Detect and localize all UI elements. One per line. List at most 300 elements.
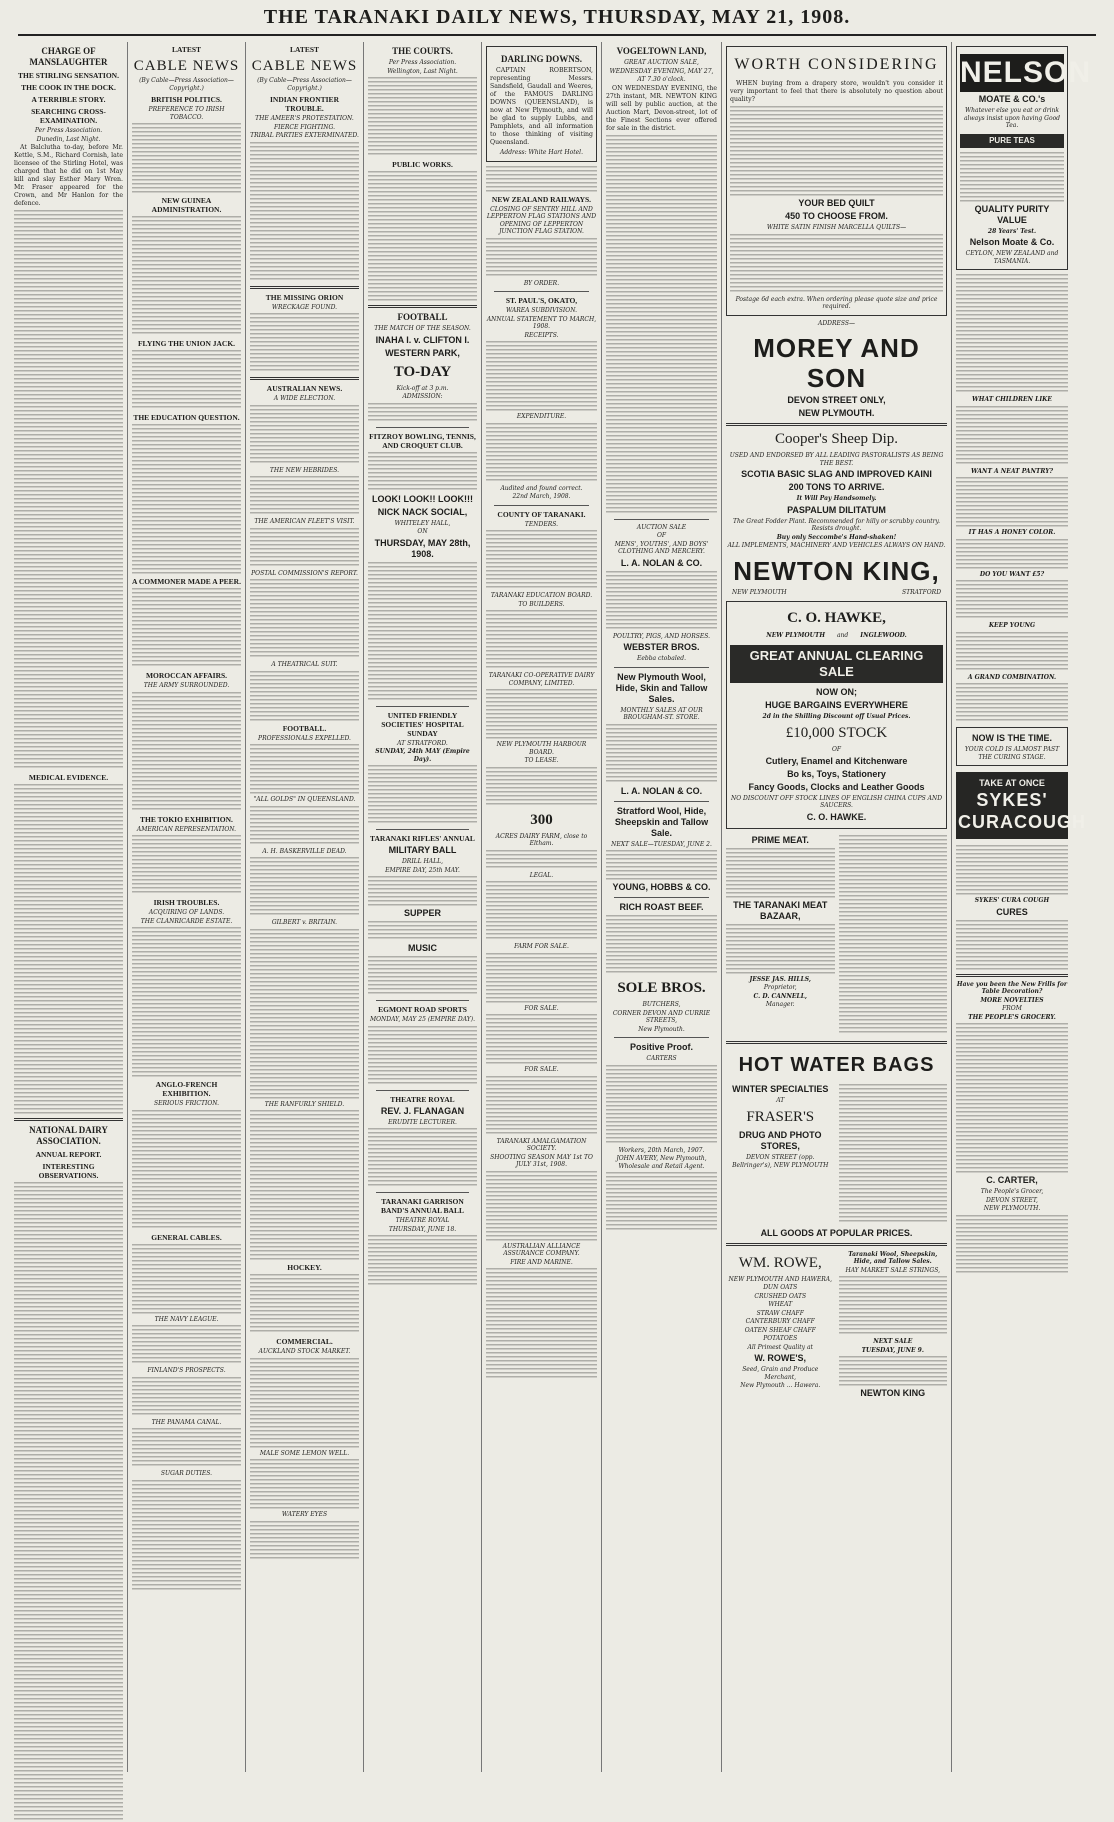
ad-line: £10,000 STOCK bbox=[785, 725, 888, 741]
headline: AUSTRALIAN NEWS. bbox=[266, 384, 343, 393]
ad-line: Proprietor, bbox=[763, 984, 797, 991]
ad-line: FRASER'S bbox=[746, 1109, 815, 1125]
article-text bbox=[132, 216, 241, 336]
ad-line: WHITE SATIN FINISH MARCELLA QUILTS— bbox=[766, 224, 907, 231]
section-latest: LATEST bbox=[171, 45, 202, 54]
ad-text bbox=[606, 571, 717, 631]
ad-heading: PRIME MEAT. bbox=[751, 834, 809, 845]
ad-text bbox=[726, 924, 835, 974]
ad-text bbox=[839, 1276, 948, 1336]
ad-line: NEXT SALE—TUESDAY, JUNE 2. bbox=[611, 840, 712, 848]
subhead: FIERCE FIGHTING. bbox=[274, 123, 335, 131]
ad-line: GREAT ANNUAL CLEARING SALE bbox=[730, 645, 943, 683]
ad-row bbox=[726, 1082, 947, 1226]
column-2 bbox=[128, 42, 246, 1772]
ad-line: W. ROWE'S, bbox=[754, 1353, 807, 1363]
nelson-logo: NELSON bbox=[960, 54, 1064, 92]
ad-heading: THEATRE ROYAL bbox=[390, 1094, 455, 1104]
ad-darling-downs bbox=[486, 46, 597, 162]
ad-line: SOLE BROS. bbox=[617, 980, 706, 996]
headline-manslaughter: CHARGE OF MANSLAUGHTER bbox=[29, 46, 108, 67]
article-text bbox=[14, 784, 123, 1114]
ad-nelson-moate bbox=[956, 46, 1092, 270]
ad-line: All Primest Quality at bbox=[747, 1343, 813, 1351]
ad-text bbox=[368, 562, 477, 702]
ad-line: CLOSING OF SENTRY HILL AND LEPPERTON FLAG STATIONS AND OPENING OF LEPPERTON JUNCTION FLAG STATION. bbox=[486, 205, 597, 235]
ad-fraser bbox=[726, 1082, 835, 1226]
subhead: "ALL GOLDS" IN QUEENSLAND. bbox=[253, 796, 356, 803]
ad-text bbox=[486, 238, 597, 278]
subhead: ANNUAL REPORT. bbox=[35, 1150, 102, 1159]
ad-line: Bo ks, Toys, Stationery bbox=[787, 768, 886, 779]
ad-text bbox=[368, 956, 477, 996]
headline: ANGLO-FRENCH EXHIBITION. bbox=[155, 1080, 218, 1098]
ad-line: THE TARANAKI MEAT BAZAAR, bbox=[733, 899, 828, 921]
ad-text bbox=[368, 452, 477, 492]
headline: A COMMONER MADE A PEER. bbox=[132, 577, 241, 586]
ad-line: CARTERS bbox=[646, 1055, 677, 1062]
ad-line: MORE NOVELTIES bbox=[980, 996, 1044, 1004]
ad-line: FARM FOR SALE. bbox=[514, 943, 569, 950]
headline: HOCKEY. bbox=[287, 1263, 322, 1272]
column-5 bbox=[482, 42, 602, 1772]
ad-line: SUPPER bbox=[403, 908, 441, 918]
classified-text bbox=[956, 539, 1068, 569]
ad-line: WHEAT bbox=[768, 1301, 793, 1308]
article-text bbox=[132, 835, 241, 895]
column-6 bbox=[602, 42, 722, 1772]
headline-courts: THE COURTS. bbox=[392, 46, 453, 56]
headline: COMMERCIAL. bbox=[276, 1337, 333, 1346]
ad-line: Postage 6d each extra. When ordering please quote size and price required. bbox=[735, 295, 938, 310]
headline: NEW GUINEA ADMINISTRATION. bbox=[151, 196, 222, 214]
ad-text bbox=[368, 876, 477, 906]
ad-line: DEVON STREET ONLY, bbox=[787, 395, 886, 405]
ad-line: CORNER DEVON AND CURRIE STREETS, bbox=[612, 1009, 711, 1024]
ad-line: ACRES DAIRY FARM, close to Eltham. bbox=[495, 832, 588, 847]
divider bbox=[726, 1041, 947, 1044]
ad-line: AUCTION SALE bbox=[636, 523, 687, 531]
ad-text: CAPTAIN ROBERTSON, representing Messrs. Sandsfield, Gaudall and Weeres, of the FAMOUS DARLING DOWNS (QUEENSLAND), is now at New Plymouth, and will be glad to supply Lubbs, and Pamphlets, and all information to those thinking of visiting Queensland. bbox=[490, 67, 593, 146]
ad-text bbox=[486, 689, 597, 739]
subhead: AMERICAN REPRESENTATION. bbox=[136, 825, 237, 833]
article-text bbox=[250, 313, 359, 373]
classified-heading: WANT A NEAT PANTRY? bbox=[970, 467, 1053, 475]
ad-line: MONDAY, MAY 25 (EMPIRE DAY). bbox=[369, 1016, 476, 1023]
ad-line: 300 bbox=[530, 811, 553, 828]
byline: Per Press Association. bbox=[34, 127, 103, 134]
ad-line: RECEIPTS. bbox=[524, 331, 559, 339]
ad-line: CURACOUGH bbox=[958, 812, 1086, 832]
article-text bbox=[250, 671, 359, 721]
article-text bbox=[14, 210, 123, 770]
ad-text bbox=[486, 423, 597, 483]
copyright-note: (By Cable—Press Association—Copyright.) bbox=[139, 77, 234, 92]
ad-line: NO DISCOUNT OFF STOCK LINES OF ENGLISH CHINA CUPS AND SAUCERS. bbox=[730, 794, 943, 809]
ad-line: DRILL HALL, bbox=[401, 858, 443, 865]
subhead: ACQUIRING OF LANDS. bbox=[148, 909, 225, 916]
ad-line: THEATRE ROYAL bbox=[395, 1217, 450, 1224]
divider bbox=[250, 377, 359, 380]
ad-line: DRUG AND PHOTO STORES, bbox=[738, 1130, 822, 1151]
ad-line: MUSIC bbox=[408, 943, 437, 953]
divider bbox=[956, 974, 1068, 977]
ad-text bbox=[730, 106, 943, 196]
divider bbox=[726, 423, 947, 426]
subhead: THE COOK IN THE DOCK. bbox=[21, 83, 116, 92]
subhead: PROFESSIONALS EXPELLED. bbox=[258, 734, 351, 742]
ad-line: TENDERS. bbox=[524, 520, 559, 528]
ad-line: 200 TONS TO ARRIVE. bbox=[788, 482, 885, 492]
article-text bbox=[250, 1274, 359, 1334]
ad-line: 28 Years' Test. bbox=[987, 227, 1037, 235]
ad-line: ON bbox=[417, 528, 428, 535]
section-latest: LATEST bbox=[289, 45, 320, 54]
ad-side bbox=[839, 833, 948, 1037]
ad-heading: ST. PAUL'S, OKATO, bbox=[505, 296, 578, 305]
ad-line: The People's Grocer, bbox=[980, 1188, 1044, 1195]
divider bbox=[376, 427, 469, 428]
classified-text bbox=[956, 1215, 1068, 1275]
ad-line: NEW PLYMOUTH bbox=[766, 632, 825, 639]
ad-text bbox=[606, 1065, 717, 1145]
headline: IRISH TROUBLES. bbox=[153, 898, 220, 907]
article-text bbox=[250, 476, 359, 516]
ad-text: WHEN buying from a drapery store, wouldn't you consider it very important to feel that there is absolutely no question about quality? bbox=[730, 80, 943, 103]
ad-heading: WORTH CONSIDERING bbox=[734, 56, 939, 73]
ad-text bbox=[486, 850, 597, 870]
ad-line: WINTER SPECIALTIES bbox=[732, 1083, 829, 1094]
ad-text bbox=[486, 341, 597, 411]
ad-line: SCOTIA BASIC SLAG AND IMPROVED KAINI bbox=[741, 469, 932, 479]
ad-line: 2d in the Shilling Discount off Usual Prices. bbox=[762, 712, 911, 720]
ad-line: EXPENDITURE. bbox=[516, 413, 567, 420]
ad-text bbox=[960, 152, 1064, 202]
ad-line: Seed, Grain and Produce Merchant, bbox=[742, 1366, 819, 1381]
column-8 bbox=[952, 42, 1092, 1772]
article-text bbox=[132, 424, 241, 574]
divider bbox=[250, 286, 359, 289]
subhead: GILBERT v. BRITAIN. bbox=[271, 919, 338, 926]
article-text bbox=[250, 1110, 359, 1260]
ad-heading: WM. ROWE, bbox=[738, 1254, 822, 1271]
divider bbox=[376, 829, 469, 830]
subhead: SERIOUS FRICTION. bbox=[153, 1100, 220, 1107]
ad-line: JESSE JAS. HILLS, bbox=[749, 975, 812, 983]
subhead: THE CLANRICARDE ESTATE. bbox=[140, 917, 233, 925]
ad-text bbox=[368, 1128, 477, 1188]
subhead: SEARCHING CROSS-EXAMINATION. bbox=[31, 107, 106, 125]
classified-heading: WHAT CHILDREN LIKE bbox=[972, 396, 1052, 403]
headline: BRITISH POLITICS. bbox=[151, 95, 222, 104]
ad-line: BUTCHERS, bbox=[642, 1001, 681, 1008]
divider bbox=[376, 1000, 469, 1001]
ad-line: Whatever else you eat or drink always insist upon having Good Tea. bbox=[963, 107, 1061, 129]
article-text bbox=[14, 1182, 123, 1822]
subhead: THE AMERICAN FLEET'S VISIT. bbox=[254, 518, 355, 525]
ad-line: DUN OATS bbox=[763, 1284, 798, 1291]
classified-text bbox=[956, 683, 1068, 723]
ad-line: OF bbox=[656, 532, 667, 539]
divider bbox=[726, 1243, 947, 1246]
article-text bbox=[250, 528, 359, 568]
classified-heading: KEEP YOUNG bbox=[988, 622, 1036, 629]
ad-line: AT 7.30 o'clock. bbox=[637, 76, 686, 83]
ad-line: Positive Proof. bbox=[629, 1042, 693, 1052]
ad-line: TO BUILDERS. bbox=[518, 600, 565, 608]
ad-line: ADDRESS— bbox=[818, 319, 855, 327]
ad-football: FOOTBALL bbox=[397, 312, 448, 322]
divider bbox=[614, 519, 709, 520]
masthead: THE TARANAKI DAILY NEWS, THURSDAY, MAY 21, 1908. bbox=[18, 0, 1096, 36]
ad-line: THE MATCH OF THE SEASON. bbox=[374, 325, 471, 332]
ad-line: THE PEOPLE'S GROCERY. bbox=[968, 1013, 1056, 1021]
ad-text bbox=[486, 953, 597, 1003]
article-text bbox=[250, 857, 359, 917]
ad-line: Manager. bbox=[765, 1001, 795, 1008]
ad-text bbox=[956, 845, 1068, 895]
ad-text bbox=[606, 850, 717, 880]
divider bbox=[614, 897, 709, 898]
subhead: THE STIRLING SENSATION. bbox=[18, 71, 119, 80]
ad-text bbox=[486, 1268, 597, 1378]
dateline: Wellington, Last Night. bbox=[387, 67, 458, 75]
ad-line: New Plymouth Wool, Hide, Skin and Tallow Sales. bbox=[615, 671, 708, 704]
ad-line: Fancy Goods, Clocks and Leather Goods bbox=[748, 781, 925, 792]
article-text bbox=[250, 744, 359, 794]
ad-line: Workers, 20th March, 1907. bbox=[618, 1146, 705, 1154]
ad-line: TO LEASE. bbox=[524, 757, 559, 764]
column-1 bbox=[10, 42, 128, 1772]
article-text bbox=[132, 1244, 241, 1314]
ad-line: SUNDAY, 24th MAY (Empire Day). bbox=[375, 748, 470, 763]
headline: THE EDUCATION QUESTION. bbox=[133, 413, 240, 422]
ad-line: WEDNESDAY EVENING, MAY 27, bbox=[609, 67, 714, 75]
ad-line: TUESDAY, JUNE 9. bbox=[861, 1346, 924, 1354]
ad-hot-water-bags: HOT WATER BAGS bbox=[738, 1053, 935, 1076]
ad-now-is-the-time bbox=[956, 727, 1068, 766]
ad-heading: DARLING DOWNS. bbox=[500, 54, 582, 64]
classified-heading: DO YOU WANT £5? bbox=[979, 570, 1045, 578]
ad-line: FOR SALE. bbox=[524, 1004, 559, 1012]
ad-line: NEWTON KING bbox=[860, 1388, 926, 1398]
ad-line: REV. J. FLANAGAN bbox=[380, 1105, 465, 1116]
ad-line: STRATFORD bbox=[901, 588, 941, 596]
ad-line: C. D. CANNELL, bbox=[753, 992, 807, 1000]
divider bbox=[614, 667, 709, 668]
column-3 bbox=[246, 42, 364, 1772]
ad-line: POULTRY, PIGS, AND HORSES. bbox=[612, 632, 711, 640]
ad-line: GREAT AUCTION SALE, bbox=[624, 59, 699, 66]
subhead: A THEATRICAL SUIT. bbox=[271, 661, 338, 668]
ad-heading: TARANAKI GARRISON BAND'S ANNUAL BALL bbox=[381, 1197, 464, 1215]
ad-line: TARANAKI EDUCATION BOARD. bbox=[490, 592, 593, 599]
article-text bbox=[368, 171, 477, 301]
headline: INDIAN FRONTIER TROUBLE. bbox=[270, 95, 339, 113]
ad-line: YOUNG, HOBBS & CO. bbox=[612, 882, 711, 892]
ad-line: Eebba ctobaled. bbox=[636, 655, 687, 662]
ad-line: WESTERN PARK, bbox=[385, 347, 460, 358]
ad-text bbox=[368, 765, 477, 825]
subhead: THE ARMY SURROUNDED. bbox=[143, 682, 230, 689]
article-text bbox=[132, 927, 241, 1077]
ad-line: FROM bbox=[1002, 1005, 1022, 1012]
section-cable-news: CABLE NEWS bbox=[133, 58, 240, 74]
ad-text bbox=[486, 1014, 597, 1064]
ad-line: PURE TEAS bbox=[960, 134, 1064, 148]
ad-line: ERUDITE LECTURER. bbox=[388, 1118, 457, 1126]
classified-text bbox=[956, 477, 1068, 527]
ad-line: POTATOES bbox=[763, 1335, 798, 1342]
ad-line: MENS', YOUTHS', AND BOYS' CLOTHING AND MERCERY. bbox=[614, 540, 709, 555]
ad-line: HUGE BARGAINS EVERYWHERE bbox=[765, 699, 908, 710]
article-paragraph: At Balclutha to-day, before Mr. Kettle, S.M., Richard Cornish, late licensee of the Stirling Hotel, was charged that he did on 1st May kill and slay Esther Mary Wren. Mr. Fraser appeared for the Crown, and Mr Hanlon for the defence. bbox=[14, 144, 123, 207]
ad-line: YOUR COLD IS ALMOST PAST THE CURING STAGE. bbox=[964, 746, 1060, 761]
article-text bbox=[132, 588, 241, 668]
ad-line: NICK NACK SOCIAL, bbox=[377, 506, 468, 517]
ad-line: AT STRATFORD. bbox=[397, 739, 448, 747]
divider bbox=[614, 801, 709, 802]
ad-newton-king: NEWTON KING, bbox=[733, 555, 940, 586]
headline: PUBLIC WORKS. bbox=[392, 160, 453, 169]
headline: FOOTBALL. bbox=[282, 723, 327, 733]
ad-line: Audited and found correct. bbox=[500, 484, 583, 492]
ad-line: CANTERBURY CHAFF bbox=[745, 1318, 815, 1325]
byline: Per Press Association. bbox=[388, 59, 457, 66]
columns bbox=[10, 42, 1104, 1772]
ad-text bbox=[606, 915, 717, 975]
ad-text bbox=[726, 848, 835, 898]
ad-taranaki-wool bbox=[839, 1250, 948, 1402]
classified-text bbox=[956, 632, 1068, 672]
ad-line: HAY MARKET SALE STRINGS, bbox=[845, 1266, 941, 1274]
ad-line: Cutlery, Enamel and Kitchenware bbox=[765, 755, 908, 766]
ad-line: QUALITY PURITY VALUE bbox=[974, 203, 1050, 225]
subhead: WATERY EYES bbox=[281, 1511, 328, 1518]
ad-line: New Plymouth. bbox=[638, 1025, 685, 1033]
subhead: TRIBAL PARTIES EXTERMINATED. bbox=[250, 132, 359, 139]
article-text bbox=[132, 1377, 241, 1417]
subhead: A. H. BASKERVILLE DEAD. bbox=[262, 847, 347, 855]
ad-line: SHOOTING SEASON MAY 1st TO JULY 31st, 1908. bbox=[490, 1153, 593, 1168]
ad-text bbox=[730, 234, 943, 294]
ad-locations bbox=[726, 588, 947, 598]
subhead: INTERESTING OBSERVATIONS. bbox=[38, 1162, 99, 1180]
ad-line: CURES bbox=[996, 906, 1028, 917]
article-text bbox=[250, 142, 359, 282]
ad-line: Kick-off at 3 p.m. bbox=[396, 384, 449, 392]
ad-row bbox=[726, 1250, 947, 1402]
ad-line: AT bbox=[776, 1096, 785, 1104]
ad-line: L. A. NOLAN & CO. bbox=[620, 557, 703, 568]
article-text bbox=[250, 929, 359, 1099]
classified-text bbox=[956, 580, 1068, 620]
ad-line: FIRE AND MARINE. bbox=[510, 1258, 573, 1266]
ad-line: WAREA SUBDIVISION. bbox=[506, 307, 577, 314]
ad-line: PASPALUM DILITATUM bbox=[787, 504, 886, 515]
ad-heading: Cooper's Sheep Dip. bbox=[774, 431, 899, 447]
ad-line: C. CARTER, bbox=[986, 1175, 1038, 1185]
ad-line: It Will Pay Handsomely. bbox=[796, 495, 877, 502]
subhead: POSTAL COMMISSION'S REPORT. bbox=[251, 569, 358, 577]
column-7 bbox=[722, 42, 952, 1772]
ad-heading: NEW ZEALAND RAILWAYS. bbox=[491, 194, 592, 204]
subhead: SUGAR DUTIES. bbox=[160, 1470, 213, 1477]
subhead: A WIDE ELECTION. bbox=[273, 395, 336, 402]
headline-dairy: NATIONAL DAIRY ASSOCIATION. bbox=[29, 1125, 108, 1146]
ad-text bbox=[368, 403, 477, 423]
subhead: THE AMEER'S PROTESTATION. bbox=[255, 115, 354, 122]
article-text bbox=[368, 77, 477, 157]
subhead: WRECKAGE FOUND. bbox=[271, 303, 338, 311]
subhead: PREFERENCE TO IRISH TOBACCO. bbox=[148, 106, 225, 121]
subhead: MALE SOME LEMON WELL. bbox=[259, 1449, 350, 1457]
divider bbox=[494, 505, 589, 506]
ad-line: TARANAKI CO-OPERATIVE DAIRY COMPANY, LIMITED. bbox=[488, 672, 595, 687]
illustration-train bbox=[486, 166, 597, 192]
ad-line: MILITARY BALL bbox=[388, 845, 457, 855]
ad-line: NEW PLYMOUTH HARBOUR BOARD. bbox=[496, 741, 587, 756]
article-text bbox=[132, 692, 241, 812]
ad-line: DEVON STREET, bbox=[986, 1196, 1038, 1204]
ad-text bbox=[486, 530, 597, 590]
article-text bbox=[250, 1459, 359, 1509]
ad-line: L. A. NOLAN & CO. bbox=[620, 785, 703, 796]
dateline: Dunedin, Last Night. bbox=[36, 135, 101, 143]
divider bbox=[494, 291, 589, 292]
ad-text bbox=[839, 1356, 948, 1386]
ad-line: NEW PLYMOUTH AND HAWERA, bbox=[728, 1275, 832, 1283]
ad-text bbox=[606, 724, 717, 784]
ad-line: TAKE AT ONCE bbox=[979, 778, 1045, 788]
subhead: THE PANAMA CANAL. bbox=[151, 1418, 222, 1426]
ad-line: TO-DAY bbox=[393, 363, 452, 380]
ad-morey-and-son bbox=[726, 46, 947, 316]
ad-line: OATEN SHEAF CHAFF bbox=[744, 1326, 816, 1334]
ad-line: SYKES' CURA COUGH bbox=[974, 897, 1050, 904]
article-text bbox=[132, 1480, 241, 1590]
ad-heading: NOW IS THE TIME. bbox=[972, 733, 1052, 743]
ad-text bbox=[368, 1235, 477, 1285]
subhead: THE RANFURLY SHIELD. bbox=[264, 1100, 345, 1108]
subhead: THE NEW HEBRIDES. bbox=[269, 466, 340, 474]
ad-line: OF bbox=[831, 746, 842, 753]
copyright-note: (By Cable—Press Association—Copyright.) bbox=[257, 77, 352, 92]
subhead: A TERRIBLE STORY. bbox=[31, 95, 106, 104]
ad-heading: Have you been the New Frills for Table Decoration? bbox=[956, 980, 1068, 995]
ad-line: DEVON STREET (opp. Bellringer's), NEW PLYMOUTH bbox=[732, 1154, 829, 1169]
article-text bbox=[132, 123, 241, 193]
ad-line: NEW PLYMOUTH. bbox=[798, 408, 875, 418]
ad-sykes-curacough bbox=[956, 772, 1086, 839]
ad-line: NOW ON; bbox=[816, 686, 857, 697]
article-text bbox=[250, 1521, 359, 1561]
headline: FLYING THE UNION JACK. bbox=[137, 339, 236, 348]
subhead: MEDICAL EVIDENCE. bbox=[28, 773, 109, 782]
ad-line: ALL GOODS AT POPULAR PRICES. bbox=[760, 1227, 913, 1238]
ad-line: 450 TO CHOOSE FROM. bbox=[785, 211, 888, 221]
ad-line: INGLEWOOD. bbox=[860, 632, 907, 639]
ad-line: AUSTRALIAN ALLIANCE ASSURANCE COMPANY. bbox=[502, 1242, 581, 1257]
ad-text bbox=[956, 1023, 1068, 1173]
article-text bbox=[250, 579, 359, 659]
ad-heading: VOGELTOWN LAND, bbox=[616, 46, 707, 56]
article-text bbox=[250, 806, 359, 846]
ad-text bbox=[956, 920, 1068, 970]
ad-line: NEW PLYMOUTH bbox=[732, 588, 787, 596]
ad-line: THURSDAY, JUNE 18. bbox=[388, 1225, 457, 1233]
divider bbox=[614, 1037, 709, 1038]
